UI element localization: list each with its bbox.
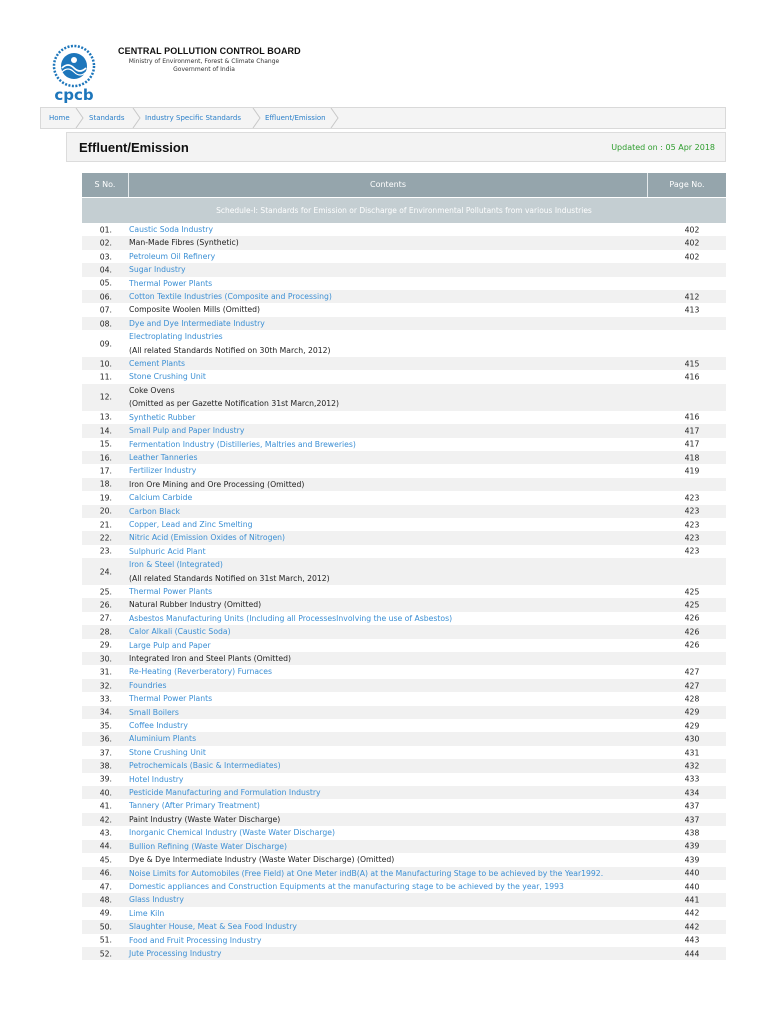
industry-link[interactable]: Leather Tanneries <box>129 452 198 462</box>
industry-link[interactable]: Sugar Industry <box>129 265 186 275</box>
page-title: Effluent/Emission <box>79 140 189 155</box>
industry-link[interactable]: Lime Kiln <box>129 908 165 918</box>
row-number: 34. <box>99 707 112 717</box>
industry-link[interactable]: Asbestos Manufacturing Units (Including all ProcessesInvolving the use of Asbestos) <box>129 613 453 623</box>
table-row[interactable] <box>82 840 726 853</box>
row-page-number: 443 <box>684 935 700 945</box>
row-number: 30. <box>99 654 112 663</box>
table-row[interactable] <box>82 786 726 799</box>
row-page-number: 418 <box>684 452 700 462</box>
row-content <box>129 692 674 705</box>
row-content <box>129 545 674 558</box>
industry-label: Man-Made Fibres (Synthetic) <box>129 238 239 248</box>
row-page-number: 437 <box>684 814 700 824</box>
table-row[interactable] <box>82 330 726 357</box>
row-number: 35. <box>99 721 112 731</box>
table-row[interactable] <box>82 438 726 451</box>
row-number: 07. <box>99 305 112 315</box>
row-content <box>129 652 674 665</box>
industry-link[interactable]: Tannery (After Primary Treatment) <box>129 801 260 811</box>
row-number: 33. <box>99 694 112 704</box>
industry-label: Coke Ovens <box>129 385 175 395</box>
row-content <box>129 598 674 611</box>
row-number: 40. <box>99 788 112 798</box>
row-number: 24. <box>99 566 112 576</box>
table-row[interactable] <box>82 719 726 732</box>
row-content <box>129 746 674 759</box>
row-page-number: 428 <box>684 694 700 704</box>
row-content <box>129 907 674 920</box>
row-page-number: 433 <box>684 774 700 784</box>
row-content <box>129 518 674 531</box>
industry-link[interactable]: Iron & Steel (Integrated) <box>129 560 223 570</box>
industry-label: Dye & Dye Intermediate Industry (Waste Water Discharge) (Omitted) <box>129 855 395 865</box>
chevron-right-icon <box>132 108 142 128</box>
industry-link[interactable]: Petrochemicals (Basic & Intermediates) <box>129 761 281 771</box>
industry-link[interactable]: Inorganic Chemical Industry (Waste Water Discharge) <box>129 828 335 838</box>
industry-link[interactable]: Thermal Power Plants <box>129 694 213 704</box>
row-number: 32. <box>99 680 112 690</box>
row-content <box>129 679 674 692</box>
row-page-number: 417 <box>684 439 700 449</box>
row-content <box>129 934 674 947</box>
table-row[interactable] <box>82 759 726 772</box>
row-page-number: 425 <box>684 600 700 610</box>
row-number: 49. <box>99 908 112 918</box>
row-number: 25. <box>99 586 112 596</box>
row-page-number: 431 <box>684 747 700 757</box>
row-page-number: 437 <box>684 801 700 811</box>
breadcrumb-effluent-emission[interactable]: Effluent/Emission <box>265 114 326 122</box>
row-page-number: 442 <box>684 922 700 932</box>
row-page-number: 426 <box>684 613 700 623</box>
table-row <box>82 853 726 866</box>
table-row[interactable] <box>82 947 726 960</box>
row-page-number: 402 <box>684 238 700 248</box>
table-row[interactable] <box>82 290 726 303</box>
industry-link[interactable]: Small Pulp and Paper Industry <box>129 426 245 436</box>
row-number: 26. <box>99 600 112 610</box>
industry-link[interactable]: Jute Processing Industry <box>129 948 222 958</box>
industry-link[interactable]: Thermal Power Plants <box>129 586 213 596</box>
industry-link[interactable]: Petroleum Oil Refinery <box>129 251 216 261</box>
row-content <box>129 464 674 477</box>
table-row <box>82 236 726 249</box>
row-page-number: 439 <box>684 841 700 851</box>
row-number: 37. <box>99 747 112 757</box>
industry-link[interactable]: Fermentation Industry (Distilleries, Maltries and Breweries) <box>129 439 356 449</box>
row-page-number: 426 <box>684 627 700 637</box>
table-row[interactable] <box>82 826 726 839</box>
industry-link[interactable]: Large Pulp and Paper <box>129 640 211 650</box>
row-page-number: 441 <box>684 895 700 905</box>
table-row[interactable] <box>82 867 726 880</box>
row-page-number: 423 <box>684 519 700 529</box>
row-content <box>129 759 674 772</box>
table-row[interactable] <box>82 277 726 290</box>
row-page-number: 440 <box>684 868 700 878</box>
table-row <box>82 813 726 826</box>
industry-link[interactable]: Coffee Industry <box>129 721 188 731</box>
industry-link[interactable]: Fertilizer Industry <box>129 466 197 476</box>
org-ministry: Ministry of Environment, Forest & Climate Change <box>128 58 280 65</box>
industry-link[interactable]: Food and Fruit Processing Industry <box>129 935 262 945</box>
row-page-number: 438 <box>684 828 700 838</box>
row-content <box>129 853 674 866</box>
row-number: 04. <box>99 265 112 275</box>
row-page-number: 419 <box>684 466 700 476</box>
row-number: 13. <box>99 412 112 422</box>
row-number: 46. <box>99 868 112 878</box>
table-row[interactable] <box>82 920 726 933</box>
row-content <box>129 357 674 370</box>
row-number: 08. <box>99 318 112 328</box>
row-number: 27. <box>99 613 112 623</box>
table-row[interactable] <box>82 585 726 598</box>
row-number: 47. <box>99 881 112 891</box>
row-number: 02. <box>99 238 112 248</box>
row-number: 21. <box>99 519 112 529</box>
row-page-number: 412 <box>684 292 700 302</box>
row-page-number: 427 <box>684 667 700 677</box>
row-number: 50. <box>99 922 112 932</box>
row-content <box>129 223 674 236</box>
row-number: 20. <box>99 506 112 516</box>
table-row[interactable] <box>82 665 726 678</box>
row-content <box>129 706 674 719</box>
row-number: 01. <box>99 225 112 234</box>
table-row[interactable] <box>82 880 726 893</box>
row-number: 39. <box>99 774 112 784</box>
chevron-right-icon <box>75 108 85 128</box>
row-content <box>129 263 674 276</box>
row-page-number: 442 <box>684 908 700 918</box>
row-content <box>129 893 674 906</box>
table-row[interactable] <box>82 370 726 383</box>
row-number: 29. <box>99 640 112 650</box>
industry-link[interactable]: Pesticide Manufacturing and Formulation Industry <box>129 788 321 798</box>
table-row[interactable] <box>82 934 726 947</box>
industry-link[interactable]: Synthetic Rubber <box>129 412 196 422</box>
row-content <box>129 558 674 585</box>
breadcrumb-standards[interactable]: Standards <box>89 114 125 122</box>
industry-link[interactable]: Hotel Industry <box>129 774 184 784</box>
row-number: 03. <box>99 251 112 261</box>
industry-link[interactable]: Electroplating Industries <box>129 332 223 342</box>
table-row[interactable] <box>82 505 726 518</box>
table-row[interactable] <box>82 545 726 558</box>
row-number: 31. <box>99 667 112 677</box>
row-page-number: 423 <box>684 546 700 556</box>
table-row[interactable] <box>82 746 726 759</box>
row-content <box>129 665 674 678</box>
row-content <box>129 625 674 638</box>
table-row[interactable] <box>82 679 726 692</box>
row-page-number: 417 <box>684 426 700 436</box>
row-page-number: 402 <box>684 225 700 234</box>
row-content <box>129 826 674 839</box>
column-header-contents: Contents <box>370 180 406 189</box>
org-govt: Government of India <box>173 65 235 73</box>
row-page-number: 416 <box>684 412 700 422</box>
row-content <box>129 773 674 786</box>
table-row[interactable] <box>82 893 726 906</box>
row-content <box>129 236 674 249</box>
org-name: CENTRAL POLLUTION CONTROL BOARD <box>118 46 301 56</box>
row-content <box>129 370 674 383</box>
table-row[interactable] <box>82 491 726 504</box>
row-page-number: 429 <box>684 707 700 717</box>
breadcrumb <box>40 107 726 129</box>
table-header <box>82 173 726 197</box>
industry-link[interactable]: Aluminium Plants <box>129 734 197 744</box>
breadcrumb-home[interactable]: Home <box>49 114 70 122</box>
table-row[interactable] <box>82 732 726 745</box>
row-number: 10. <box>99 359 112 369</box>
row-number: 16. <box>99 452 112 462</box>
row-number: 42. <box>99 814 112 824</box>
table-row[interactable] <box>82 317 726 330</box>
page-title-bar <box>66 132 726 162</box>
row-content <box>129 786 674 799</box>
industry-link[interactable]: Stone Crushing Unit <box>129 372 206 382</box>
row-page-number: 432 <box>684 761 700 771</box>
table-row[interactable] <box>82 639 726 652</box>
industry-link[interactable]: Foundries <box>129 680 167 690</box>
industry-label: Composite Woolen Mills (Omitted) <box>129 305 261 315</box>
industry-link[interactable]: Dye and Dye Intermediate Industry <box>129 318 265 328</box>
industry-link[interactable]: Nitric Acid (Emission Oxides of Nitrogen) <box>129 533 286 543</box>
row-number: 51. <box>99 935 112 945</box>
row-content <box>129 424 674 437</box>
row-page-number: 415 <box>684 359 700 369</box>
row-note: (All related Standards Notified on 31st March, 2012) <box>129 573 330 583</box>
row-page-number: 416 <box>684 372 700 382</box>
row-number: 22. <box>99 533 112 543</box>
industry-link[interactable]: Glass Industry <box>129 895 184 905</box>
row-content <box>129 277 674 290</box>
table-row[interactable] <box>82 558 726 585</box>
site-header <box>0 0 768 106</box>
row-page-number: 402 <box>684 251 700 261</box>
row-content <box>129 531 674 544</box>
industry-label: Iron Ore Mining and Ore Processing (Omitted) <box>129 479 305 489</box>
row-note: (Omitted as per Gazette Notification 31st Marcn,2012) <box>129 399 340 409</box>
industry-link[interactable]: Sulphuric Acid Plant <box>129 546 206 556</box>
row-number: 43. <box>99 828 112 838</box>
table-row[interactable] <box>82 799 726 812</box>
row-page-number: 429 <box>684 721 700 731</box>
row-content <box>129 799 674 812</box>
table-row[interactable] <box>82 531 726 544</box>
table-row[interactable] <box>82 451 726 464</box>
table-row <box>82 384 726 411</box>
row-number: 11. <box>99 372 112 382</box>
breadcrumb-industry-specific[interactable]: Industry Specific Standards <box>145 114 241 122</box>
row-number: 12. <box>99 392 112 402</box>
row-content <box>129 478 674 491</box>
industry-link[interactable]: Caustic Soda Industry <box>129 225 214 234</box>
chevron-right-icon <box>252 108 262 128</box>
column-header-sno: S No. <box>94 180 116 189</box>
row-content <box>129 585 674 598</box>
industry-link[interactable]: Thermal Power Plants <box>129 278 213 288</box>
row-number: 52. <box>99 948 112 958</box>
industry-link[interactable]: Small Boilers <box>129 707 179 717</box>
row-content <box>129 491 674 504</box>
column-header-page: Page No. <box>669 180 705 189</box>
table-row[interactable] <box>82 424 726 437</box>
row-number: 36. <box>99 734 112 744</box>
row-number: 23. <box>99 546 112 556</box>
updated-date: Updated on : 05 Apr 2018 <box>611 143 715 152</box>
row-page-number: 425 <box>684 586 700 596</box>
row-content <box>129 947 674 960</box>
industry-label: Natural Rubber Industry (Omitted) <box>129 600 262 610</box>
row-content <box>129 384 674 411</box>
industry-link[interactable]: Domestic appliances and Construction Equipments at the manufacturing stage to be achieved by the year, 1993 <box>129 881 564 891</box>
row-page-number: 426 <box>684 640 700 650</box>
row-content <box>129 330 674 357</box>
row-content <box>129 505 674 518</box>
industry-link[interactable]: Calcium Carbide <box>129 493 193 503</box>
table-row[interactable] <box>82 250 726 263</box>
row-page-number: 444 <box>684 948 700 958</box>
industry-link[interactable]: Re-Heating (Reverberatory) Furnaces <box>129 667 273 677</box>
industry-label: Integrated Iron and Steel Plants (Omitted) <box>129 654 291 663</box>
table-row[interactable] <box>82 773 726 786</box>
row-content <box>129 920 674 933</box>
row-page-number: 440 <box>684 881 700 891</box>
row-content <box>129 813 674 826</box>
table-row <box>82 303 726 316</box>
row-number: 48. <box>99 895 112 905</box>
row-content <box>129 639 674 652</box>
row-number: 38. <box>99 761 112 771</box>
table-row[interactable] <box>82 692 726 705</box>
row-content <box>129 290 674 303</box>
row-content <box>129 840 674 853</box>
row-page-number: 423 <box>684 533 700 543</box>
row-page-number: 423 <box>684 493 700 503</box>
row-page-number: 430 <box>684 734 700 744</box>
industry-link[interactable]: Copper, Lead and Zinc Smelting <box>129 519 253 529</box>
row-page-number: 427 <box>684 680 700 690</box>
cpcb-logo[interactable] <box>46 42 102 104</box>
row-number: 28. <box>99 627 112 637</box>
table-row[interactable] <box>82 411 726 424</box>
row-page-number: 439 <box>684 855 700 865</box>
row-content <box>129 438 674 451</box>
table-row[interactable] <box>82 907 726 920</box>
table-row[interactable] <box>82 357 726 370</box>
row-number: 18. <box>99 479 112 489</box>
table-row[interactable] <box>82 518 726 531</box>
table-row <box>82 598 726 611</box>
table-row[interactable] <box>82 223 726 236</box>
row-content <box>129 880 674 893</box>
table-body <box>82 223 726 960</box>
row-number: 15. <box>99 439 112 449</box>
row-note: (All related Standards Notified on 30th March, 2012) <box>129 345 331 355</box>
row-number: 05. <box>99 278 112 288</box>
row-content <box>129 732 674 745</box>
row-content <box>129 867 674 880</box>
industry-label: Paint Industry (Waste Water Discharge) <box>129 814 281 824</box>
industry-link[interactable]: Slaughter House, Meat & Sea Food Industry <box>129 922 297 932</box>
industry-link[interactable]: Stone Crushing Unit <box>129 747 206 757</box>
org-block <box>118 46 318 73</box>
table-row <box>82 478 726 491</box>
row-number: 41. <box>99 801 112 811</box>
row-content <box>129 719 674 732</box>
industry-link[interactable]: Bullion Refining (Waste Water Discharge) <box>129 841 288 851</box>
row-number: 45. <box>99 855 112 865</box>
row-page-number: 413 <box>684 305 700 315</box>
table-row[interactable] <box>82 612 726 625</box>
table-row[interactable] <box>82 263 726 276</box>
table-row <box>82 652 726 665</box>
industry-link[interactable]: Calor Alkali (Caustic Soda) <box>129 627 231 637</box>
chevron-right-icon <box>330 108 340 128</box>
table-row[interactable] <box>82 625 726 638</box>
row-page-number: 434 <box>684 788 700 798</box>
row-number: 09. <box>99 338 112 348</box>
row-content <box>129 451 674 464</box>
row-content <box>129 250 674 263</box>
row-number: 14. <box>99 426 112 436</box>
row-number: 06. <box>99 292 112 302</box>
row-number: 19. <box>99 493 112 503</box>
industry-link[interactable]: Cotton Textile Industries (Composite and Processing) <box>129 292 332 302</box>
row-number: 17. <box>99 466 112 476</box>
industry-link[interactable]: Carbon Black <box>129 506 180 516</box>
table-row[interactable] <box>82 706 726 719</box>
schedule-heading: Schedule-I: Standards for Emission or Discharge of Environmental Pollutants from various Industries <box>82 198 726 223</box>
row-content <box>129 303 674 316</box>
industry-link[interactable]: Cement Plants <box>129 359 186 369</box>
table-row[interactable] <box>82 464 726 477</box>
industry-link[interactable]: Noise Limits for Automobiles (Free Field) at One Meter indB(A) at the Manufacturing Stage to be achieved by the Year1992. <box>129 868 604 878</box>
row-content <box>129 411 674 424</box>
row-number: 44. <box>99 841 112 851</box>
row-content <box>129 612 674 625</box>
row-content <box>129 317 674 330</box>
row-page-number: 423 <box>684 506 700 516</box>
svg-text:cpcb: cpcb <box>54 86 94 104</box>
